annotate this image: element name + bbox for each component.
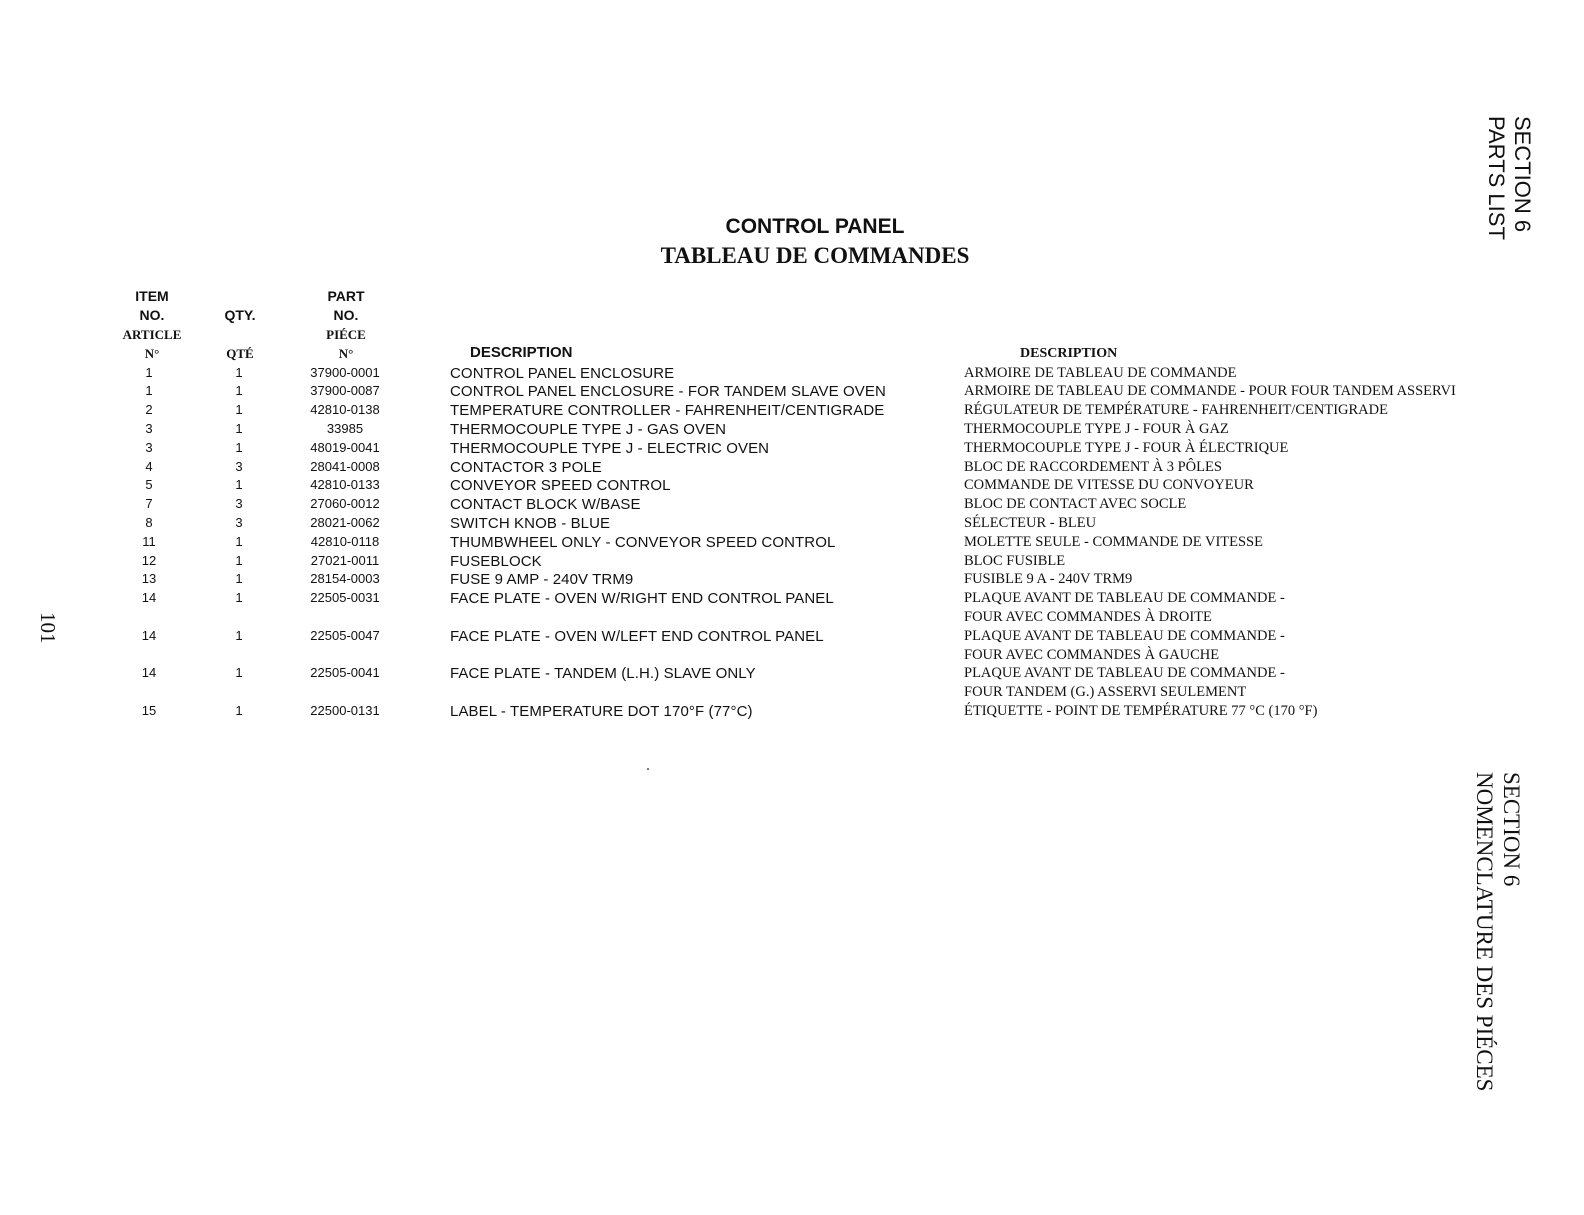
part-number-cell: 33985 — [326, 421, 364, 436]
description-french-cell: RÉGULATEUR DE TEMPÉRATURE - FAHRENHEIT/CENTIGRADE — [964, 402, 1388, 418]
table-row — [0, 459, 1584, 477]
item-number-cell: 3 — [145, 421, 153, 436]
table-row — [0, 534, 1584, 552]
description-french-cell: COMMANDE DE VITESSE DU CONVOYEUR — [964, 477, 1254, 493]
quantity-cell: 1 — [235, 703, 243, 718]
quantity-cell: 1 — [235, 365, 243, 380]
quantity-cell: 1 — [235, 553, 243, 568]
table-row — [0, 383, 1584, 401]
item-number-cell: 7 — [145, 496, 153, 511]
header-item-number: ITEM NO. ARTICLE N° — [122, 288, 182, 361]
table-row — [0, 496, 1584, 514]
item-number-cell: 1 — [145, 365, 153, 380]
table-row — [0, 365, 1584, 383]
part-number-cell: 22500-0131 — [310, 703, 380, 718]
quantity-cell: 1 — [235, 571, 243, 586]
quantity-cell: 1 — [235, 402, 243, 417]
description-english-cell: FACE PLATE - OVEN W/RIGHT END CONTROL PANEL — [450, 590, 834, 607]
item-number-cell: 2 — [145, 402, 153, 417]
description-english-cell: THERMOCOUPLE TYPE J - GAS OVEN — [450, 421, 727, 438]
quantity-cell: 1 — [235, 665, 243, 680]
description-english-cell: CONVEYOR SPEED CONTROL — [450, 477, 671, 494]
description-english-cell: LABEL - TEMPERATURE DOT 170°F (77°C) — [450, 703, 753, 720]
item-number-cell: 8 — [145, 515, 153, 530]
item-number-cell: 3 — [145, 440, 153, 455]
part-number-cell: 42810-0138 — [310, 402, 380, 417]
description-french-cell: BLOC DE CONTACT AVEC SOCLE — [964, 496, 1187, 512]
description-french-cell: PLAQUE AVANT DE TABLEAU DE COMMANDE - — [964, 628, 1285, 644]
table-row — [0, 628, 1584, 663]
description-french-continuation-cell: FOUR AVEC COMMANDES À DROITE — [964, 609, 1212, 625]
table-row — [0, 703, 1584, 721]
description-french-cell: ÉTIQUETTE - POINT DE TEMPÉRATURE 77 °C (170 °F) — [964, 703, 1318, 719]
quantity-cell: 1 — [235, 440, 243, 455]
table-row — [0, 571, 1584, 589]
item-number-cell: 13 — [141, 571, 157, 586]
description-english-cell: CONTROL PANEL ENCLOSURE - FOR TANDEM SLAVE OVEN — [450, 383, 886, 400]
table-row — [0, 421, 1584, 439]
item-number-cell: 15 — [141, 703, 157, 718]
description-french-cell: ARMOIRE DE TABLEAU DE COMMANDE - POUR FOUR TANDEM ASSERVI — [964, 383, 1456, 399]
quantity-cell: 3 — [235, 515, 243, 530]
item-number-cell: 12 — [141, 553, 157, 568]
part-number-cell: 42810-0118 — [310, 534, 380, 549]
table-row — [0, 440, 1584, 458]
description-english-cell: FUSEBLOCK — [450, 553, 542, 570]
table-row — [0, 402, 1584, 420]
side-tab-fr-line2: NOMENCLATURE DES PIÉCES — [1472, 772, 1497, 1092]
table-row — [0, 590, 1584, 625]
part-number-cell: 28041-0008 — [310, 459, 380, 474]
header-quantity: QTY. QTÉ — [224, 307, 256, 361]
table-row — [0, 477, 1584, 495]
side-tab-en-line1: SECTION 6 — [1510, 116, 1535, 233]
side-tab-french — [1471, 772, 1525, 1091]
description-french-cell: THERMOCOUPLE TYPE J - FOUR À ÉLECTRIQUE — [964, 440, 1289, 456]
description-french-continuation-cell: FOUR AVEC COMMANDES À GAUCHE — [964, 647, 1220, 663]
item-number-cell: 4 — [145, 459, 153, 474]
part-number-cell: 37900-0001 — [310, 365, 380, 380]
description-english-cell: FACE PLATE - TANDEM (L.H.) SLAVE ONLY — [450, 665, 756, 682]
description-english-cell: CONTACTOR 3 POLE — [450, 459, 602, 476]
part-number-cell: 28154-0003 — [310, 571, 380, 586]
description-english-cell: FACE PLATE - OVEN W/LEFT END CONTROL PANEL — [450, 628, 824, 645]
part-number-cell: 27060-0012 — [310, 496, 380, 511]
page-title-french: TABLEAU DE COMMANDES — [660, 243, 970, 268]
table-row — [0, 515, 1584, 533]
part-number-cell: 22505-0041 — [310, 665, 380, 680]
part-number-cell: 22505-0031 — [310, 590, 380, 605]
description-english-cell: THUMBWHEEL ONLY - CONVEYOR SPEED CONTROL — [450, 534, 836, 551]
item-number-cell: 14 — [141, 590, 157, 605]
quantity-cell: 1 — [235, 590, 243, 605]
description-english-cell: THERMOCOUPLE TYPE J - ELECTRIC OVEN — [450, 440, 770, 457]
stray-mark — [647, 768, 649, 770]
header-description-english: DESCRIPTION — [470, 344, 573, 361]
quantity-cell: 1 — [235, 421, 243, 436]
description-english-cell: FUSE 9 AMP - 240V TRM9 — [450, 571, 634, 588]
part-number-cell: 22505-0047 — [310, 628, 380, 643]
description-english-cell: CONTACT BLOCK W/BASE — [450, 496, 641, 513]
item-number-cell: 14 — [141, 665, 157, 680]
part-number-cell: 37900-0087 — [310, 383, 380, 398]
quantity-cell: 1 — [235, 534, 243, 549]
part-number-cell: 48019-0041 — [310, 440, 380, 455]
part-number-cell: 27021-0011 — [310, 553, 380, 568]
part-number-cell: 42810-0133 — [310, 477, 380, 492]
item-number-cell: 1 — [145, 383, 153, 398]
description-french-cell: BLOC DE RACCORDEMENT À 3 PÔLES — [964, 459, 1222, 475]
table-row — [0, 665, 1584, 700]
description-french-cell: THERMOCOUPLE TYPE J - FOUR À GAZ — [964, 421, 1229, 437]
description-french-cell: PLAQUE AVANT DE TABLEAU DE COMMANDE - — [964, 665, 1285, 681]
description-french-cell: FUSIBLE 9 A - 240V TRM9 — [964, 571, 1133, 587]
header-description-french: DESCRIPTION — [1020, 346, 1118, 361]
quantity-cell: 1 — [235, 383, 243, 398]
part-number-cell: 28021-0062 — [310, 515, 380, 530]
page-title-english: CONTROL PANEL — [725, 215, 905, 238]
description-french-cell: ARMOIRE DE TABLEAU DE COMMANDE — [964, 365, 1237, 381]
quantity-cell: 1 — [235, 628, 243, 643]
side-tab-fr-line1: SECTION 6 — [1499, 772, 1524, 887]
table-row — [0, 553, 1584, 571]
item-number-cell: 14 — [141, 628, 157, 643]
description-french-continuation-cell: FOUR TANDEM (G.) ASSERVI SEULEMENT — [964, 684, 1247, 700]
description-english-cell: CONTROL PANEL ENCLOSURE — [450, 365, 675, 382]
item-number-cell: 11 — [142, 534, 156, 549]
item-number-cell: 5 — [145, 477, 153, 492]
description-french-cell: PLAQUE AVANT DE TABLEAU DE COMMANDE - — [964, 590, 1285, 606]
description-english-cell: SWITCH KNOB - BLUE — [450, 515, 611, 532]
page-number: 101 — [36, 612, 60, 644]
header-part-number: PART NO. PIÉCE N° — [326, 288, 366, 361]
quantity-cell: 3 — [235, 496, 243, 511]
description-english-cell: TEMPERATURE CONTROLLER - FAHRENHEIT/CENTIGRADE — [450, 402, 885, 419]
quantity-cell: 3 — [235, 459, 243, 474]
description-french-cell: SÉLECTEUR - BLEU — [964, 515, 1097, 531]
quantity-cell: 1 — [235, 477, 243, 492]
description-french-cell: BLOC FUSIBLE — [964, 553, 1066, 569]
side-tab-en-line2: PARTS LIST — [1484, 116, 1509, 240]
description-french-cell: MOLETTE SEULE - COMMANDE DE VITESSE — [964, 534, 1263, 550]
